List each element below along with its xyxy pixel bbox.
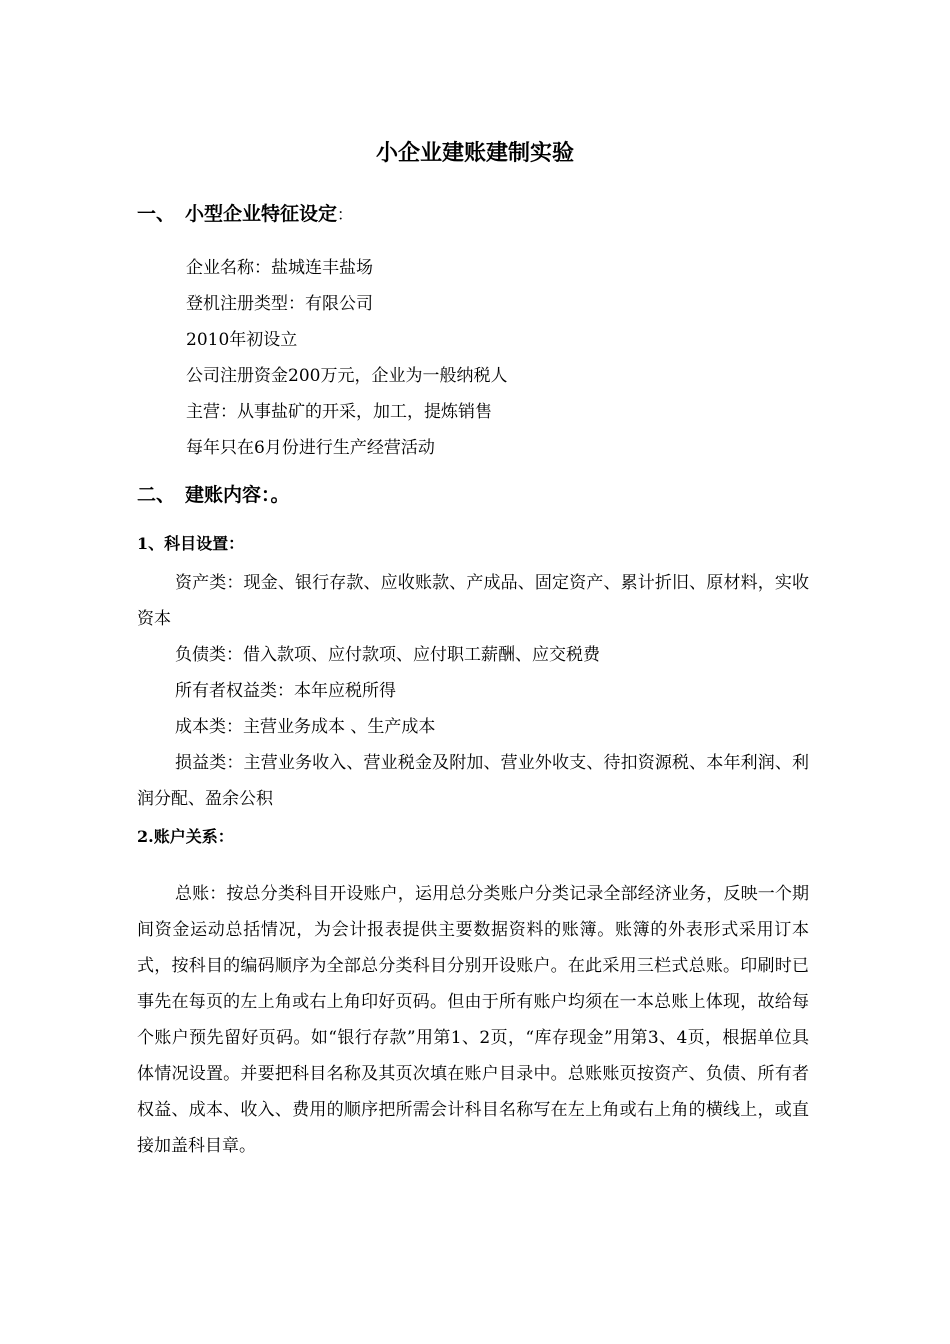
capital-item: 公司注册资金200万元，企业为一般纳税人: [186, 366, 508, 386]
equity-paragraph: 所有者权益类：本年应税所得: [175, 681, 396, 701]
company-info-list: [186, 250, 507, 466]
section-1-colon: ：: [337, 205, 354, 224]
account-relations-heading: 2.账户关系：: [137, 827, 234, 846]
section-2-title: 建账内容：。: [185, 484, 290, 506]
cost-paragraph: 成本类：主营业务成本 、生产成本: [175, 717, 436, 737]
operation-period-item: 每年只在6月份进行生产经营活动: [186, 438, 435, 458]
pnl-paragraph: 损益类：主营业务收入、营业税金及附加、营业外收支、待扣资源税、本年利润、利润分配、盈余公积: [137, 753, 809, 809]
section-1-heading: [137, 200, 353, 229]
section-2-number: 二、: [137, 484, 176, 506]
subject-settings-heading: 1、科目设置：: [137, 534, 245, 553]
company-name-item: 企业名称：盐城连丰盐场: [186, 258, 373, 278]
general-ledger-paragraph: 总账：按总分类科目开设账户，运用总分类账户分类记录全部经济业务，反映一个期间资金运动总括情况，为会计报表提供主要数据资料的账簿。账簿的外表形式采用订本式，按科目的编码顺序为全部总分类科目分别开设账户。在此采用三栏式总账。印刷时已事先在每页的左上角或右上角印好页码。但由于所有账户均须在一本总账上体现，故给每个账户预先留好页码。如“银行存款”用第1、2页，“库存现金”用第3、4页，根据单位具体情况设置。并要把科目名称及其页次填在账户目录中。总账账页按资产、负债、所有者权益、成本、收入、费用的顺序把所需会计科目名称写在左上角或右上角的横线上，或直接加盖科目章。: [137, 884, 809, 1156]
main-business-item: 主营：从事盐矿的开采，加工，提炼销售: [186, 402, 492, 422]
document-title: 小企业建账建制实验: [375, 140, 574, 166]
assets-paragraph: 资产类：现金、银行存款、应收账款、产成品、固定资产、累计折旧、原材料，实收资本: [137, 573, 809, 629]
section-2-heading: [137, 481, 290, 509]
section-1-title: 小型企业特征设定: [185, 203, 338, 225]
registration-type-item: 登机注册类型：有限公司: [186, 294, 373, 314]
established-item: 2010年初设立: [186, 330, 298, 350]
liabilities-paragraph: 负债类：借入款项、应付款项、应付职工薪酬、应交税费: [175, 645, 600, 665]
section-1-number: 一、: [137, 203, 176, 225]
